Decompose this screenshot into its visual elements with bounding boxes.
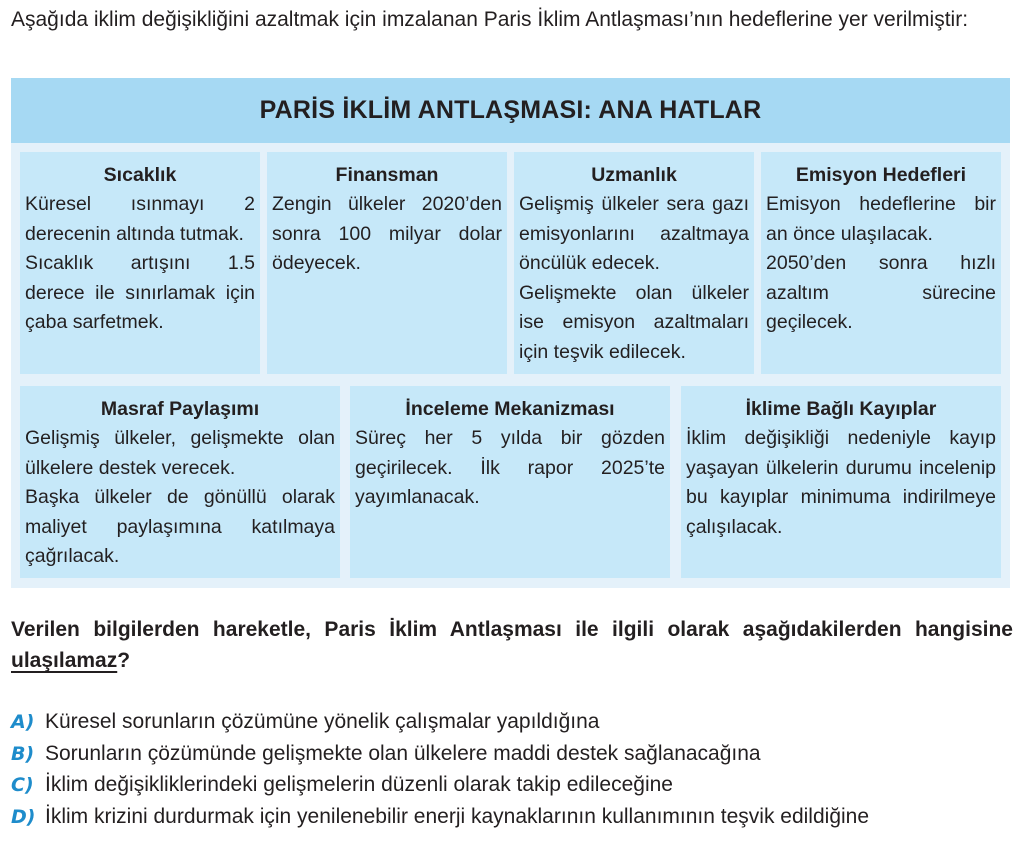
- card-title: Masraf Paylaşımı: [100, 398, 260, 420]
- question-stem: [11, 614, 1013, 676]
- card-line: Sıcaklık artışını 1.5 derece ile sınırlamak için çaba sarfetmek.: [25, 252, 255, 334]
- card-sicaklik: [20, 152, 260, 374]
- agreement-panel: [11, 78, 1010, 588]
- card-line: Zengin ülkeler 2020’den sonra 100 milyar dolar ödeyecek.: [272, 193, 502, 275]
- option-letter: C): [11, 774, 34, 796]
- card-line: Küresel ısınmayı 2 derecenin altında tutmak.: [25, 193, 255, 245]
- option-text: Sorunların çözümünde gelişmekte olan ülkelere maddi destek sağlanacağına: [45, 741, 761, 765]
- intro-text: Aşağıda iklim değişikliğini azaltmak için imzalanan Paris İklim Antlaşması’nın hedeflerine yer verilmiştir:: [11, 8, 969, 31]
- question-mark: ?: [117, 649, 131, 672]
- option-text: İklim krizini durdurmak için yenilenebilir enerji kaynaklarının kullanımının teşvik edildiğine: [45, 804, 870, 828]
- option-b[interactable]: [11, 742, 1015, 774]
- card-masraf-paylasimi: [20, 386, 340, 578]
- card-uzmanlik: [514, 152, 754, 374]
- card-finansman: [267, 152, 507, 374]
- card-line: İklim değişikliği nedeniyle kayıp yaşayan ülkelerin durumu incelenip bu kayıplar minimuma indirilmeye çalışılacak.: [686, 427, 996, 538]
- option-letter: B): [11, 742, 35, 765]
- card-line: Başka ülkeler de gönüllü olarak maliyet paylaşımına katılmaya çağrılacak.: [25, 486, 335, 568]
- panel-banner: [11, 78, 1010, 143]
- option-letter: A): [11, 711, 35, 733]
- option-a[interactable]: [11, 710, 1015, 742]
- option-letter: D): [11, 805, 36, 828]
- card-line: 2050’den sonra hızlı azaltım sürecine geçilecek.: [766, 252, 996, 334]
- card-inceleme-mekanizmasi: [350, 386, 670, 578]
- option-c[interactable]: [11, 773, 1015, 805]
- card-title: Emisyon Hedefleri: [795, 164, 967, 186]
- card-title: İnceleme Mekanizması: [405, 398, 615, 420]
- question-underlined-word: ulaşılamaz: [11, 649, 118, 672]
- question-text: Verilen bilgilerden hareketle, Paris İklim Antlaşması ile ilgili olarak aşağıdakilerden hangisine: [11, 618, 1013, 641]
- card-title: İklime Bağlı Kayıplar: [745, 398, 937, 420]
- card-line: Gelişmiş ülkeler, gelişmekte olan ülkelere destek verecek.: [25, 427, 335, 479]
- card-title: Sıcaklık: [103, 164, 177, 186]
- card-line: Gelişmiş ülkeler sera gazı emisyonlarını azaltmaya öncülük edecek.: [519, 193, 749, 275]
- card-line: Emisyon hedeflerine bir an önce ulaşılacak.: [766, 193, 996, 245]
- panel-title: PARİS İKLİM ANTLAŞMASI: ANA HATLAR: [259, 96, 762, 124]
- card-title: Finansman: [335, 164, 439, 186]
- option-d[interactable]: [11, 805, 1015, 837]
- card-iklime-bagli-kayiplar: [681, 386, 1001, 578]
- card-line: Süreç her 5 yılda bir gözden geçirilecek. İlk rapor 2025’te yayımlanacak.: [355, 427, 665, 509]
- card-title: Uzmanlık: [591, 164, 677, 186]
- card-line: Gelişmekte olan ülkeler ise emisyon azaltmaları için teşvik edilecek.: [519, 281, 749, 363]
- answer-options: [11, 710, 1015, 836]
- card-emisyon-hedefleri: [761, 152, 1001, 374]
- option-text: İklim değişikliklerindeki gelişmelerin düzenli olarak takip edileceğine: [45, 773, 673, 796]
- option-text: Küresel sorunların çözümüne yönelik çalışmalar yapıldığına: [45, 710, 600, 733]
